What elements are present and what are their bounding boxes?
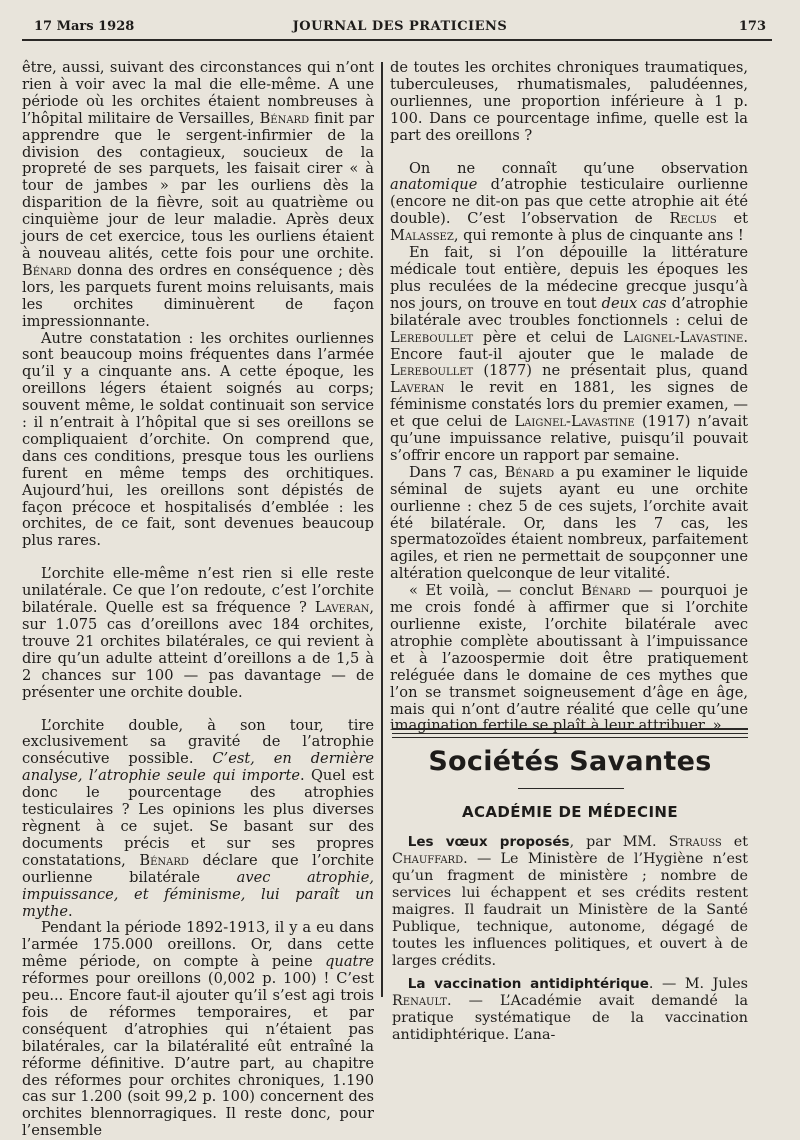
text-run: Laignel-Lavastine [623, 328, 744, 346]
paragraph [390, 583, 748, 735]
text-run: Bénard [139, 851, 189, 869]
left-column [22, 60, 374, 1140]
text-run: Bénard [581, 582, 631, 600]
page-header [34, 19, 766, 41]
text-run: de toutes les orchites chroniques traumatiques, tuberculeuses, rhumatismales, paludéennes, ourliennes, une proportion inférieure à 1 p. 100. Dans ce pourcentage infime, quelle est la part des oreillons ? [390, 59, 748, 144]
text-run: . Quel est donc le pourcentage des atrophies testiculaires ? Les opinions les plus diverses règnent à ce sujet. Se basant sur des documents précis et sur ses propres constatations, [22, 767, 374, 869]
text-run: père et celui de [473, 328, 624, 346]
text-run: Dans 7 cas, [408, 463, 505, 481]
section-body [392, 834, 748, 1050]
text-run: (1877) ne présentait plus, quand [473, 362, 748, 380]
text-run: a pu examiner le liquide séminal de sujets ayant eu une orchite ourlienne : chez 5 de ces sujets, l’orchite avait été bilatérale. Or, dans les 7 cas, les spermatozoïdes étaient nombreux, parfaitement agiles, et rien ne permettait de soupçonner une altération quelconque de leur vitalité. [390, 463, 749, 583]
text-run: le revit en 1881, les signes de féminisme constatés lors du premier examen, — et que celui de [390, 379, 748, 431]
issue-date: 17 Mars 1928 [34, 19, 135, 34]
text-run: Bénard [259, 109, 310, 127]
text-run: (1917) n’avait qu’une impuissance relative, puisqu’il pouvait s’offrir encore un rapport par semaine. [390, 413, 748, 464]
text-run: réformes pour oreillons (0,002 p. 100) ! C’est peu... Encore faut-il ajouter qu’il s’est agi trois fois de réformes temporaires, et par conséquent d’atrophies qui n’étaient pas bilatérales, car la bilatéralité eût entraîné la réforme définitive. D’autre part, au chapitre des réformes pour orchites chroniques, 1.190 cas sur 1.200 (soit 99,2 p. 100) concernent des orchites blennorragiques. Il reste donc, pour l’ensemble [22, 970, 374, 1140]
text-run: C’est, en dernière analyse, l’atrophie seule qui importe [22, 750, 374, 785]
page-number: 173 [738, 19, 766, 34]
text-run: Bénard [504, 463, 555, 481]
text-run: . Encore faut-il ajouter que le malade de [390, 328, 748, 363]
text-run: et [716, 210, 748, 228]
column-divider [381, 62, 383, 997]
paragraph [392, 976, 748, 1044]
text-run: « Et voilà, — conclut [408, 582, 582, 600]
text-run: Strauss [668, 834, 722, 850]
paragraph [390, 245, 748, 465]
paragraph [390, 161, 748, 246]
section-title-underline [518, 788, 624, 789]
paragraph [390, 465, 748, 583]
text-run: déclare que l’orchite ourlienne bilatérale [22, 851, 374, 886]
text-run: Bénard [22, 261, 72, 279]
text-run: Les vœux proposés [407, 834, 570, 850]
text-run: d’atrophie bilatérale avec troubles fonctionnels : celui de [390, 294, 748, 329]
paragraph [22, 566, 374, 701]
section-title: Sociétés Savantes [428, 746, 712, 777]
paragraph [22, 331, 374, 551]
text-run: . — M. Jules [648, 976, 748, 992]
text-run: Lereboullet [390, 328, 474, 346]
text-run: Laignel-Lavastine [514, 413, 635, 431]
header-rule [22, 39, 772, 41]
text-run: Malassez [390, 227, 454, 245]
text-run: — pourquoi je me crois fondé à affirmer que si l’orchite ourlienne existe, l’orchite bilatérale avec atrophie complète aboutissant à l’impuissance et à l’azoospermie doit être pratiquement reléguée dans le domaine de ces mythes que l’on se transmet soigneusement d’âge en âge, mais qui n’ont d’autre réalité que celle qu’une imagination fertile se plaît à leur attribuer. » [390, 582, 748, 735]
journal-title: JOURNAL DES PRATICIENS [292, 19, 508, 34]
text-run: finit par apprendre que le sergent-infirmier de la division des contagieux, soucieux de la propreté de ses parquets, les faisait cirer « à tour de jambes » par les ourliens dès la disparition de la fièvre, soit au quatrième ou cinquième jour de leur maladie. Après deux jours de cet exercice, tous les ourliens étaient à nouveau alités, cette fois pour une orchite. [22, 109, 374, 262]
text-run: Renault [392, 993, 447, 1009]
paragraph [22, 718, 374, 921]
text-run: La vaccination antidiphtérique [407, 976, 649, 992]
text-run: . — L’Académie avait demandé la pratique systématique de la vaccination antidiphtérique. L’ana- [392, 993, 748, 1043]
section-separator [392, 728, 748, 738]
paragraph [392, 834, 748, 970]
section-subtitle: ACADÉMIE DE MÉDECINE [461, 803, 679, 821]
right-column [390, 60, 748, 735]
text-run: L’orchite elle-même n’est rien si elle reste unilatérale. Ce que l’on redoute, c’est l’orchite bilatérale. Quelle est sa fréquence ? [22, 565, 374, 617]
text-run: Autre constatation : les orchites ourliennes sont beaucoup moins fréquentes dans l’armée qu’il y a cinquante ans. A cette époque, les oreillons légers étaient soignés au corps; souvent même, le soldat continuait son service : il n’entrait à l’hôpital que si ses oreillons se compliquaient d’orchite. On comprend que, dans ces conditions, presque tous les ourliens furent en même temps des orchitiques. Aujourd’hui, les oreillons sont dépistés de façon précoce et hospitalisés d’emblée : les orchites, de ce fait, sont devenues beaucoup plus rares. [22, 329, 374, 550]
text-run: anatomique [390, 176, 478, 194]
text-run: On ne connaît qu’une observation [408, 159, 748, 177]
text-run: Laveran [314, 599, 370, 617]
text-run: Pendant la période 1892-1913, il y a eu dans l’armée 175.000 oreillons. Or, dans cette même période, on compte à peine [22, 919, 374, 971]
text-run: , qui remonte à plus de cinquante ans ! [453, 227, 744, 245]
text-run: donna des ordres en conséquence ; dès lors, les parquets furent moins reluisants, mais les orchites diminuèrent de façon impressionnante. [22, 261, 374, 330]
text-run: . — Le Ministère de l’Hygiène n’est qu’un fragment de ministère ; nombre de services lui échappent et ses crédits restent maigres. Il faudrait un Ministère de la Santé Publique, technique, autonome, dégagé de toutes les influences politiques, et ouvert à de larges crédits. [392, 851, 748, 969]
text-run: . [67, 902, 73, 920]
text-run: et [721, 834, 748, 850]
text-run: Lereboullet [390, 362, 474, 380]
paragraph [22, 920, 374, 1140]
text-run: Reclus [669, 210, 717, 228]
text-run: , par MM. [569, 834, 669, 850]
text-run: d’atrophie testiculaire ourlienne (encore ne dit-on pas que cette atrophie ait été double). C’est l’observation de [390, 176, 748, 228]
text-run: L’orchite double, à son tour, tire exclusivement sa gravité de l’atrophie consécutive possible. [22, 716, 374, 768]
text-run: quatre [325, 953, 374, 971]
paragraph [22, 60, 374, 331]
text-run: être, aussi, suivant des circonstances qui n’ont rien à voir avec la mal die elle-même. A une période où les orchites étaient nombreuses à l’hôpital militaire de Versailles, [22, 59, 374, 127]
text-run: deux cas [601, 294, 667, 312]
text-run: Laveran [390, 379, 445, 397]
paragraph [390, 60, 748, 145]
text-run: , sur 1.075 cas d’oreillons avec 184 orchites, trouve 21 orchites bilatérales, ce qui revient à dire qu’un adulte atteint d’oreillons a de 1,5 à 2 chances sur 100 — pas davantage — de présenter une orchite double. [22, 599, 374, 701]
text-run: Chauffard [392, 851, 464, 867]
text-run: En fait, si l’on dépouille la littérature médicale tout entière, depuis les époques les plus reculées de la médecine grecque jusqu’à nos jours, on trouve en tout [390, 244, 748, 312]
text-run: avec atrophie, impuissance, et féminisme, lui paraît un mythe [22, 868, 374, 920]
